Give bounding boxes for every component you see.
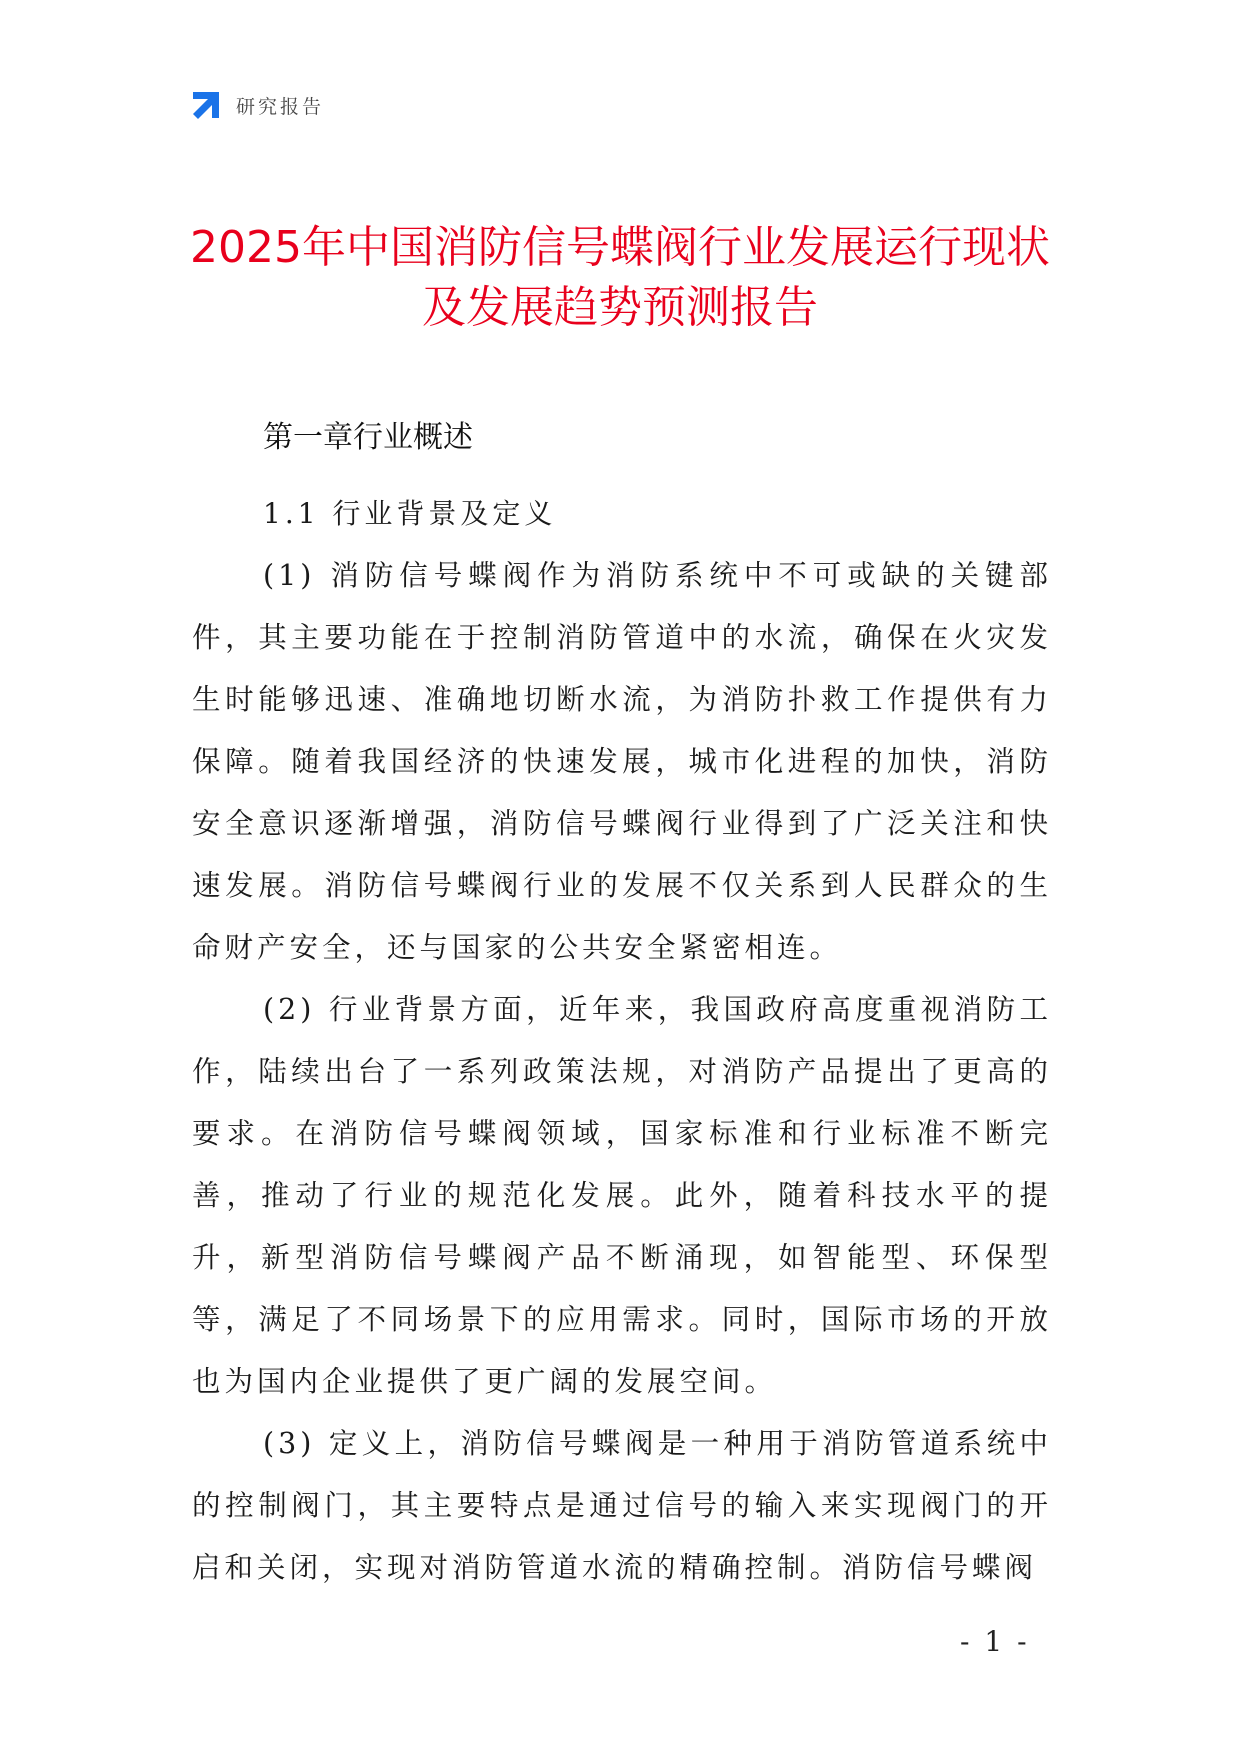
report-header xyxy=(190,88,324,122)
paragraph: (2) 行业背景方面，近年来，我国政府高度重视消防工作，陆续出台了一系列政策法规，对消防产品提出了更高的要求。在消防信号蝶阀领域，国家标准和行业标准不断完善，推动了行业的规范化发展。此外，随着科技水平的提升，新型消防信号蝶阀产品不断涌现，如智能型、环保型等，满足了不同场景下的应用需求。同时，国际市场的开放也为国内企业提供了更广阔的发展空间。 xyxy=(192,993,1052,1398)
arrow-up-right-icon xyxy=(190,89,222,121)
report-title: 2025年中国消防信号蝶阀行业发展运行现状及发展趋势预测报告 xyxy=(190,222,1050,333)
header-label: 研究报告 xyxy=(236,95,325,118)
report-body xyxy=(192,415,1052,1599)
section-heading: 1.1 行业背景及定义 xyxy=(263,497,557,530)
page-number: - 1 - xyxy=(960,1625,1030,1658)
chapter-heading: 第一章行业概述 xyxy=(263,420,473,455)
paragraph: (1) 消防信号蝶阀作为消防系统中不可或缺的关键部件，其主要功能在于控制消防管道中的水流，确保在火灾发生时能够迅速、准确地切断水流，为消防扑救工作提供有力保障。随着我国经济的快速发展，城市化进程的加快，消防安全意识逐渐增强，消防信号蝶阀行业得到了广泛关注和快速发展。消防信号蝶阀行业的发展不仅关系到人民群众的生命财产安全，还与国家的公共安全紧密相连。 xyxy=(192,559,1052,964)
paragraph: (3) 定义上，消防信号蝶阀是一种用于消防管道系统中的控制阀门，其主要特点是通过信号的输入来实现阀门的开启和关闭，实现对消防管道水流的精确控制。消防信号蝶阀 xyxy=(192,1427,1052,1584)
